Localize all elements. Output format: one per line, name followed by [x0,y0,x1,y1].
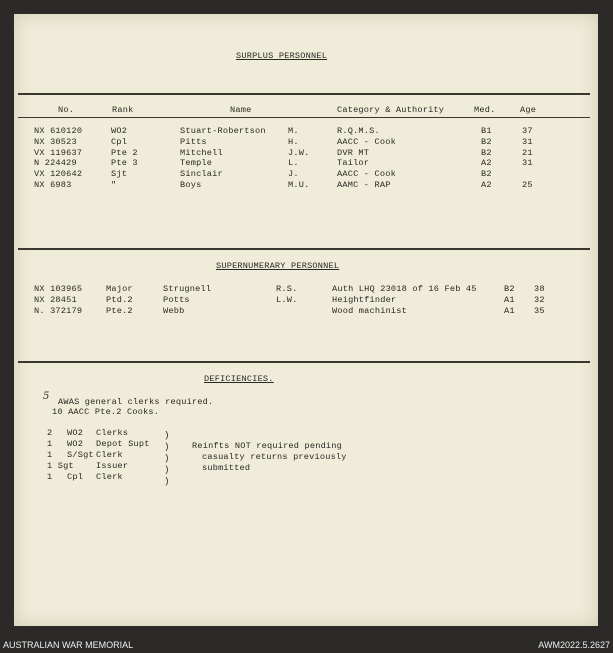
supernumerary-cell: 38 [534,284,545,294]
surplus-title: SURPLUS PERSONNEL [236,51,328,61]
note-line-2: casualty returns previously [202,452,347,462]
deficiency-item-cell: 1 [47,472,53,482]
deficiency-item-cell: Cpl [67,472,84,482]
note-line-3: submitted [202,463,251,473]
header-age: Age [520,105,537,115]
surplus-cell: J. [288,169,299,180]
deficiency-item-cell: 2 [47,428,53,438]
surplus-cell: A2 [481,180,492,190]
handwritten-number: 5 [43,391,50,402]
supernumerary-cell: N. 372179 [34,306,83,316]
surplus-cell: NX 6983 [34,180,72,190]
supernumerary-cell: Strugnell [163,284,212,294]
surplus-cell: 37 [522,126,533,136]
deficiency-item-cell: Clerk [96,472,123,482]
deficiency-item-cell: 1 [47,450,53,460]
footer-left: AUSTRALIAN WAR MEMORIAL [3,640,134,650]
surplus-cell: Cpl [111,136,128,147]
header-category: Category & Authority [337,105,445,115]
surplus-cell: 21 [522,147,533,158]
section-rule-1 [18,248,590,250]
surplus-cell: B2 [481,147,492,158]
deficiency-item-cell: Issuer [96,461,129,471]
surplus-cell: Sinclair [180,169,223,180]
surplus-cell: Temple [180,158,213,169]
surplus-cell: 25 [522,180,533,190]
surplus-cell: Pitts [180,136,207,147]
supernumerary-cell: L.W. [276,295,298,305]
footer-right: AWM2022.5.2627 [538,640,610,650]
deficiency-item-cell: 1 [47,439,53,449]
supernumerary-cell: Potts [163,295,190,305]
surplus-cell: VX 119637 [34,147,83,158]
supernumerary-cell: Wood machinist [332,306,407,316]
deficiency-item-cell: Clerks [96,428,129,438]
surplus-cell: NX 610120 [34,126,83,136]
surplus-cell: A2 [481,158,492,169]
surplus-cell: AACC - Cook [337,136,396,147]
document-page: SURPLUS PERSONNEL No. Rank Name Category & Authority Med. Age NX 610120 WO2 Stuart-Robertson M. R.Q.M.S. B1 37 NX 30523 Cpl Pitts H. AACC - Cook B2 31 VX 119637 Pte 2 Mitchell J.W. DVR MT B2 21 N 224429 Pte 3 Temple L. Tailor A2 31 VX 120642 Sjt Sinclair J. AACC - Cook B2 NX 6983 " Boys M.U. AAMC - RAP A2 25 SUPERNUMERARY PERSONNEL NX 103965 Major Strugnell R.S. Auth LHQ 23018 of 16 Feb 45 B2 38 NX 28451 Ptd.2 Potts L.W. Heightfinder A1 32 N. 372179 Pte.2 Webb Wood machinist A1 35 DEFICIENCIES. 5 AWAS general clerks required. 10 AACC Pte.2 Cooks. 2 WO2 Clerks 1 WO2 Depot Supt 1 S/Sgt Clerk 1 Sgt Issuer 1 Cpl Clerk ) ) ) ) ) Reinfts NOT required pending casualty returns previously submitted [14,14,598,626]
deficiency-item-cell: 1 Sgt [47,461,74,471]
supernumerary-cell: Ptd.2 [106,295,133,305]
deficiency-line-1: AWAS general clerks required. [58,397,214,407]
surplus-cell: Pte 3 [111,158,138,169]
surplus-cell: B2 [481,169,492,180]
surplus-cell: B1 [481,126,492,136]
surplus-cell: Boys [180,180,202,190]
supernumerary-cell: A1 [504,306,515,316]
surplus-cell: B2 [481,136,492,147]
supernumerary-cell: 35 [534,306,545,316]
surplus-cell: " [111,180,117,190]
supernumerary-cell: 32 [534,295,545,305]
supernumerary-cell: A1 [504,295,515,305]
supernumerary-cell: R.S. [276,284,298,294]
surplus-cell: DVR MT [337,147,370,158]
surplus-cell: NX 30523 [34,136,77,147]
deficiencies-title: DEFICIENCIES. [204,374,274,384]
surplus-cell: Pte 2 [111,147,138,158]
deficiency-line-2: 10 AACC Pte.2 Cooks. [52,407,160,417]
surplus-cell: AAMC - RAP [337,180,391,190]
header-no: No. [58,105,75,115]
surplus-cell: H. [288,136,299,147]
surplus-cell: M.U. [288,180,310,190]
header-rule-bottom [18,117,590,118]
supernumerary-cell: Heightfinder [332,295,397,305]
note-line-1: Reinfts NOT required pending [192,441,342,451]
surplus-cell: Tailor [337,158,370,169]
header-name: Name [230,105,252,115]
surplus-cell: Stuart-Robertson [180,126,266,136]
deficiency-item-cell: WO2 [67,428,84,438]
deficiency-item-cell: Clerk [96,450,123,460]
header-rule-top [18,93,590,95]
surplus-cell: Sjt [111,169,128,180]
supernumerary-cell: NX 103965 [34,284,83,294]
surplus-cell: N 224429 [34,158,77,169]
surplus-cell: 31 [522,158,533,169]
surplus-cell: AACC - Cook [337,169,396,180]
surplus-cell: R.Q.M.S. [337,126,380,136]
section-rule-2 [18,361,590,363]
header-med: Med. [474,105,496,115]
supernumerary-title: SUPERNUMERARY PERSONNEL [216,261,340,271]
surplus-cell: Mitchell [180,147,223,158]
supernumerary-cell: B2 [504,284,515,294]
supernumerary-cell: Auth LHQ 23018 of 16 Feb 45 [332,284,477,294]
surplus-cell: J.W. [288,147,310,158]
supernumerary-cell: Webb [163,306,185,316]
supernumerary-cell: Major [106,284,133,294]
supernumerary-cell: NX 28451 [34,295,77,305]
deficiency-item-cell: WO2 [67,439,84,449]
deficiency-item-cell: S/Sgt [67,450,94,460]
deficiency-item-cell: Depot Supt [96,439,150,449]
surplus-cell: M. [288,126,299,136]
supernumerary-cell: Pte.2 [106,306,133,316]
surplus-cell: L. [288,158,299,169]
surplus-cell: VX 120642 [34,169,83,180]
header-rank: Rank [112,105,134,115]
surplus-cell: WO2 [111,126,128,136]
surplus-cell: 31 [522,136,533,147]
